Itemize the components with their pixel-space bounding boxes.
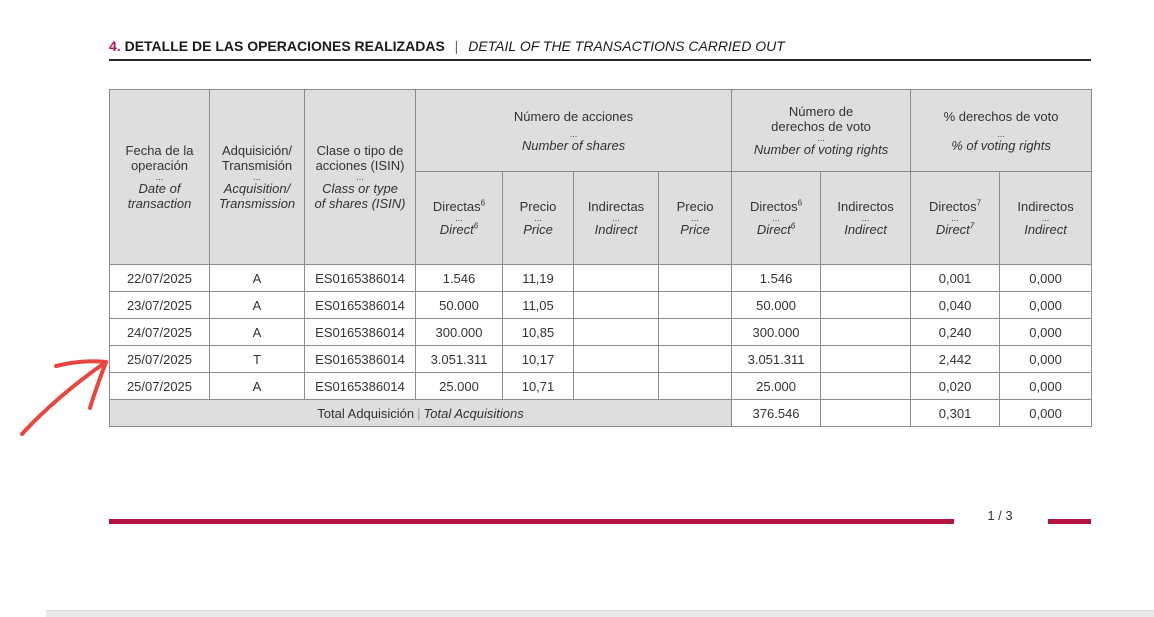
col-header-price: Precio ... Price [503,172,574,265]
col-header-indirect-voting: Indirectos ... Indirect [821,172,911,265]
cell-price: 10,17 [503,346,574,373]
total-voting-direct: 376.546 [732,400,821,427]
cell-voting-direct: 1.546 [732,265,821,292]
cell-date: 22/07/2025 [110,265,210,292]
cell-pct-direct: 0,040 [911,292,1000,319]
cell-voting-direct: 300.000 [732,319,821,346]
cell-date: 25/07/2025 [110,346,210,373]
cell-indirect-shares [574,265,659,292]
table-row [110,346,1092,373]
cell-price: 10,85 [503,319,574,346]
cell-date: 25/07/2025 [110,373,210,400]
footer-rule-right [1048,519,1091,524]
total-pct-direct: 0,301 [911,400,1000,427]
col-header-number-of-shares: Número de acciones ... Number of shares [416,90,732,172]
cell-indirect-shares [574,373,659,400]
cell-pct-indirect: 0,000 [1000,292,1092,319]
cell-type: A [210,373,305,400]
page-number: 1 / 3 [987,508,1013,523]
total-label: Total Adquisición | Total Acquisitions [110,400,732,427]
cell-pct-indirect: 0,000 [1000,346,1092,373]
cell-pct-direct: 2,442 [911,346,1000,373]
cell-isin: ES0165386014 [305,319,416,346]
cell-voting-indirect [821,319,911,346]
red-hand-drawn-arrow-icon [14,348,124,440]
cell-indirect-shares [574,319,659,346]
col-header-indirect-pct: Indirectos ... Indirect [1000,172,1092,265]
table-row [110,373,1092,400]
cell-price-indirect [659,292,732,319]
cell-type: A [210,319,305,346]
cell-pct-indirect: 0,000 [1000,265,1092,292]
col-header-direct-pct: Directos$^7$ ... Direct$^7$ [911,172,1000,265]
total-voting-indirect [821,400,911,427]
cell-type: T [210,346,305,373]
col-header-indirect-shares: Indirectas ... Indirect [574,172,659,265]
cell-isin: ES0165386014 [305,346,416,373]
cell-direct-shares: 3.051.311 [416,346,503,373]
col-header-class: Clase o tipo de acciones (ISIN) ... Class or type of shares (ISIN) [305,90,416,265]
section-heading [109,37,1091,61]
cell-direct-shares: 300.000 [416,319,503,346]
table-row [110,292,1092,319]
cell-indirect-shares [574,292,659,319]
total-pct-indirect: 0,000 [1000,400,1092,427]
cell-type: A [210,265,305,292]
section-number: 4. [109,38,121,54]
col-header-acquisition: Adquisición/ Transmisión ... Acquisition/ Transmission [210,90,305,265]
cell-date: 24/07/2025 [110,319,210,346]
section-title-es: DETALLE DE LAS OPERACIONES REALIZADAS [124,38,445,54]
cell-pct-indirect: 0,000 [1000,373,1092,400]
col-header-direct-shares: Directas$^6$ ... Direct$^6$ [416,172,503,265]
cell-price-indirect [659,346,732,373]
section-title-en: DETAIL OF THE TRANSACTIONS CARRIED OUT [468,38,785,54]
cell-price-indirect [659,373,732,400]
cell-voting-direct: 50.000 [732,292,821,319]
cell-pct-indirect: 0,000 [1000,319,1092,346]
cell-price: 11,19 [503,265,574,292]
total-row [110,400,1092,427]
table-row [110,265,1092,292]
cell-price-indirect [659,265,732,292]
cell-pct-direct: 0,020 [911,373,1000,400]
cell-direct-shares: 50.000 [416,292,503,319]
cell-pct-direct: 0,001 [911,265,1000,292]
cell-price: 11,05 [503,292,574,319]
cell-voting-indirect [821,373,911,400]
cell-voting-direct: 3.051.311 [732,346,821,373]
cell-price: 10,71 [503,373,574,400]
col-header-date: Fecha de la operación ... Date of transaction [110,90,210,265]
cell-pct-direct: 0,240 [911,319,1000,346]
section-title-separator: | [454,38,459,54]
cell-voting-indirect [821,292,911,319]
cell-voting-indirect [821,346,911,373]
cell-isin: ES0165386014 [305,265,416,292]
transactions-table [109,89,1092,427]
cell-voting-indirect [821,265,911,292]
cell-type: A [210,292,305,319]
cell-date: 23/07/2025 [110,292,210,319]
footer-rule-left [109,519,954,524]
cell-isin: ES0165386014 [305,292,416,319]
col-header-pct-voting-rights: % derechos de voto ... % of voting rights [911,90,1092,172]
cell-indirect-shares [574,346,659,373]
table-row [110,319,1092,346]
col-header-direct-voting: Directos$^6$ ... Direct$^6$ [732,172,821,265]
cell-direct-shares: 1.546 [416,265,503,292]
cell-voting-direct: 25.000 [732,373,821,400]
cell-direct-shares: 25.000 [416,373,503,400]
cell-price-indirect [659,319,732,346]
col-header-price-indirect: Precio ... Price [659,172,732,265]
col-header-number-of-voting-rights: Número de derechos de voto ... Number of voting rights [732,90,911,172]
cell-isin: ES0165386014 [305,373,416,400]
